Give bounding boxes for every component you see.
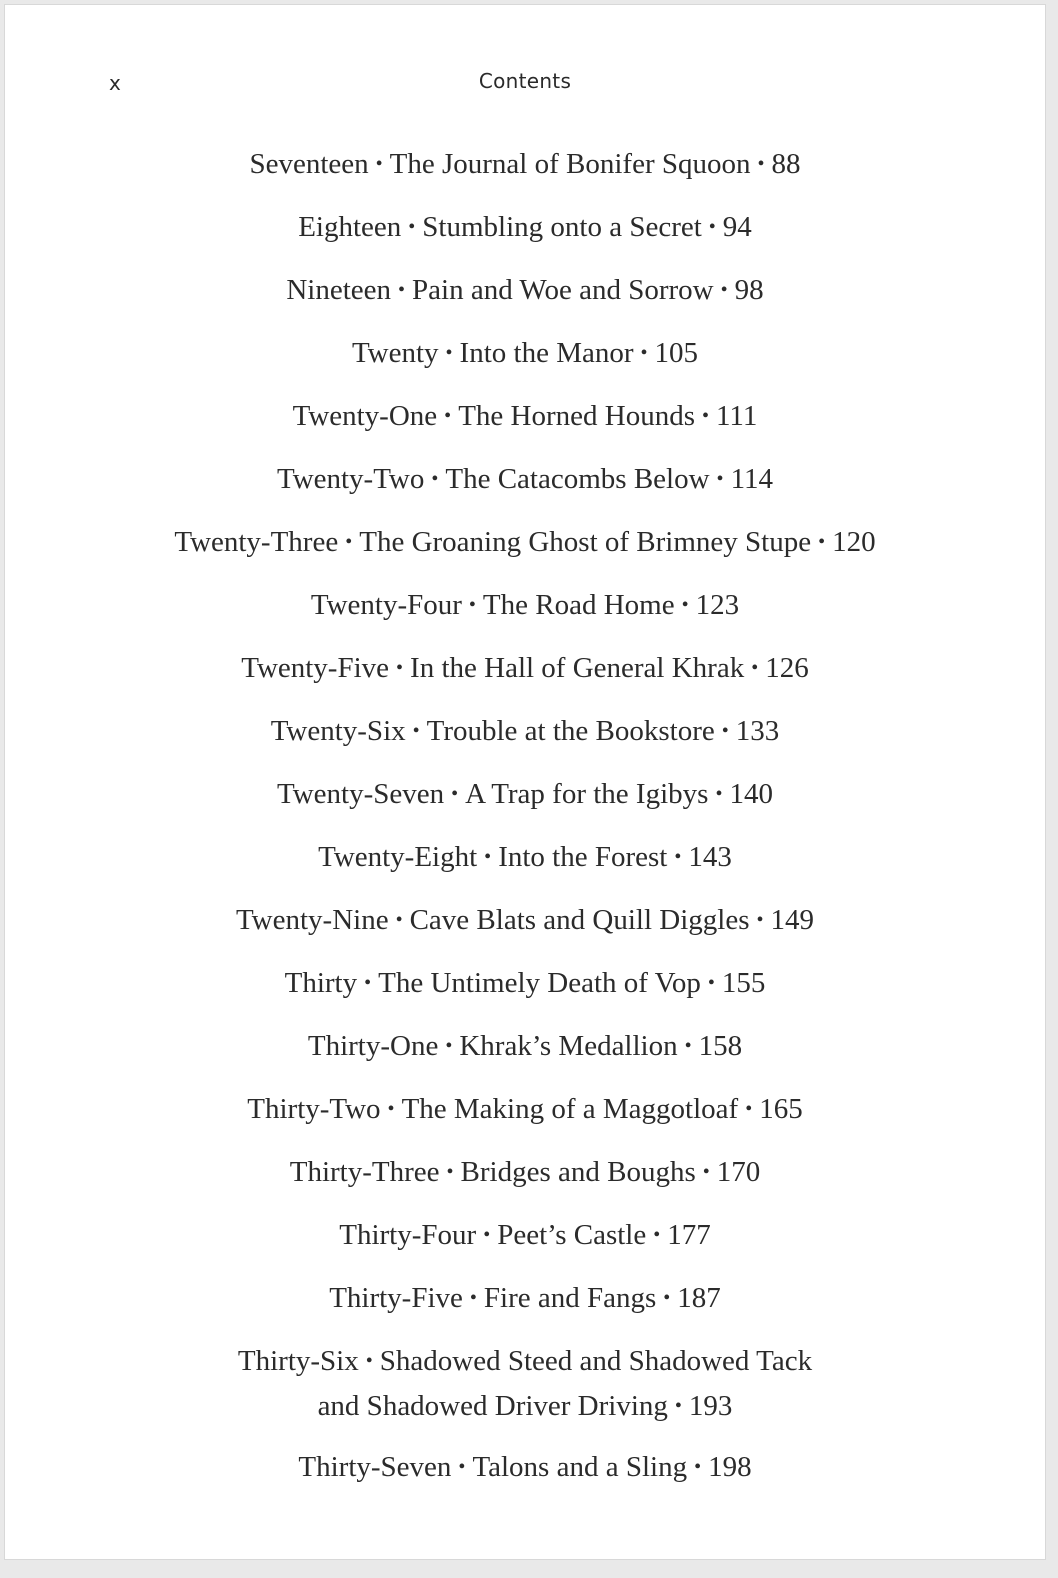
bullet-separator: •	[365, 1350, 373, 1372]
toc-entry	[5, 584, 1045, 647]
chapter-page: 105	[654, 337, 699, 369]
chapter-title: The Untimely Death of Vop	[378, 967, 701, 999]
toc-entry	[5, 1340, 1045, 1446]
toc-entry	[5, 710, 1045, 773]
bullet-separator: •	[387, 1098, 395, 1120]
bullet-separator: •	[653, 1224, 661, 1246]
bullet-separator: •	[701, 405, 709, 427]
chapter-title: The Groaning Ghost of Brimney Stupe	[359, 526, 812, 558]
running-head: Contents	[478, 69, 572, 93]
chapter-page: 198	[708, 1451, 752, 1483]
toc-entry	[5, 1088, 1045, 1151]
bullet-separator: •	[446, 1161, 454, 1183]
toc-entry	[5, 332, 1045, 395]
bullet-separator: •	[451, 783, 459, 805]
toc-entry	[5, 1446, 1045, 1509]
chapter-page: 187	[677, 1282, 721, 1314]
bullet-separator: •	[398, 279, 406, 301]
toc-entry	[5, 647, 1045, 710]
chapter-title: Into the Forest	[498, 841, 668, 873]
bullet-separator: •	[720, 279, 728, 301]
chapter-title: Talons and a Sling	[472, 1451, 688, 1483]
chapter-number: Thirty-One	[307, 1030, 439, 1062]
table-of-contents	[5, 143, 1045, 1509]
chapter-title: Shadowed Steed and Shadowed Tack	[379, 1345, 813, 1377]
chapter-number: Twenty-Eight	[318, 841, 478, 873]
chapter-number: Thirty-Seven	[298, 1451, 452, 1483]
bullet-separator: •	[468, 594, 476, 616]
chapter-number: Eighteen	[298, 211, 402, 243]
chapter-page: 193	[688, 1390, 733, 1422]
chapter-number: Twenty-One	[292, 400, 438, 432]
chapter-title: Fire and Fangs	[483, 1282, 657, 1314]
toc-entry	[5, 206, 1045, 269]
bullet-separator: •	[445, 342, 453, 364]
chapter-number: Twenty-Two	[277, 463, 425, 495]
toc-entry	[5, 962, 1045, 1025]
bullet-separator: •	[757, 153, 765, 175]
chapter-number: Twenty-Six	[270, 715, 406, 747]
bullet-separator: •	[469, 1287, 477, 1309]
bullet-separator: •	[431, 468, 439, 490]
chapter-number: Thirty-Four	[339, 1219, 477, 1251]
chapter-title: Cave Blats and Quill Diggles	[409, 904, 750, 936]
chapter-title: Into the Manor	[459, 337, 634, 369]
chapter-number: Twenty-Four	[310, 589, 462, 621]
bullet-separator: •	[756, 909, 764, 931]
chapter-page: 133	[735, 715, 780, 747]
bullet-separator: •	[408, 216, 416, 238]
chapter-page: 149	[770, 904, 815, 936]
toc-entry	[5, 1214, 1045, 1277]
chapter-title: The Catacombs Below	[445, 463, 710, 495]
chapter-page: 177	[667, 1219, 711, 1251]
toc-entry	[5, 458, 1045, 521]
chapter-title: A Trap for the Igibys	[465, 778, 709, 810]
bullet-separator: •	[445, 1035, 453, 1057]
chapter-title-continued: and Shadowed Driver Driving	[317, 1390, 668, 1422]
bullet-separator: •	[375, 153, 383, 175]
chapter-title: In the Hall of General Khrak	[410, 652, 745, 684]
chapter-page: 165	[759, 1093, 803, 1125]
bullet-separator: •	[702, 1161, 710, 1183]
bullet-separator: •	[707, 972, 715, 994]
chapter-number: Thirty-Five	[329, 1282, 463, 1314]
chapter-number: Twenty-Seven	[277, 778, 445, 810]
chapter-number: Twenty-Five	[241, 652, 390, 684]
toc-entry	[5, 773, 1045, 836]
chapter-title: The Making of a Maggotloaf	[401, 1093, 739, 1125]
bullet-separator: •	[681, 594, 689, 616]
bullet-separator: •	[345, 531, 353, 553]
chapter-title: Pain and Woe and Sorrow	[412, 274, 714, 306]
bullet-separator: •	[684, 1035, 692, 1057]
page-number: x	[109, 71, 121, 95]
chapter-title: Stumbling onto a Secret	[422, 211, 702, 243]
bullet-separator: •	[663, 1287, 671, 1309]
toc-entry	[5, 269, 1045, 332]
chapter-page: 123	[695, 589, 740, 621]
book-page	[4, 4, 1046, 1560]
bullet-separator: •	[674, 1395, 682, 1417]
bullet-separator: •	[412, 720, 420, 742]
chapter-title: Trouble at the Bookstore	[426, 715, 715, 747]
chapter-number: Thirty	[284, 967, 358, 999]
chapter-page: 111	[716, 400, 758, 432]
chapter-number: Seventeen	[249, 148, 369, 180]
chapter-page: 140	[729, 778, 773, 810]
chapter-number: Thirty-Three	[289, 1156, 440, 1188]
chapter-title: Bridges and Boughs	[460, 1156, 696, 1188]
chapter-page: 126	[765, 652, 809, 684]
toc-entry	[5, 395, 1045, 458]
chapter-title: The Road Home	[482, 589, 675, 621]
chapter-page: 158	[698, 1030, 743, 1062]
chapter-title: The Journal of Bonifer Squoon	[389, 148, 751, 180]
chapter-page: 94	[722, 211, 752, 243]
chapter-page: 120	[832, 526, 876, 558]
toc-entry	[5, 521, 1045, 584]
chapter-title: The Horned Hounds	[458, 400, 695, 432]
bullet-separator: •	[364, 972, 372, 994]
bullet-separator: •	[751, 657, 759, 679]
chapter-page: 155	[721, 967, 766, 999]
bullet-separator: •	[640, 342, 648, 364]
chapter-number: Thirty-Two	[247, 1093, 381, 1125]
chapter-number: Twenty-Three	[174, 526, 339, 558]
chapter-title: Peet’s Castle	[497, 1219, 647, 1251]
chapter-number: Twenty-Nine	[235, 904, 389, 936]
chapter-page: 98	[734, 274, 764, 306]
toc-entry	[5, 143, 1045, 206]
bullet-separator: •	[444, 405, 452, 427]
toc-entry	[5, 1025, 1045, 1088]
chapter-title: Khrak’s Medallion	[459, 1030, 678, 1062]
chapter-page: 170	[716, 1156, 761, 1188]
bullet-separator: •	[721, 720, 729, 742]
chapter-page: 114	[730, 463, 773, 495]
chapter-title-continued-line	[5, 1385, 1045, 1430]
chapter-number: Thirty-Six	[237, 1345, 359, 1377]
toc-entry	[5, 899, 1045, 962]
bullet-separator: •	[715, 783, 723, 805]
bullet-separator: •	[395, 909, 403, 931]
bullet-separator: •	[484, 846, 492, 868]
chapter-page: 143	[688, 841, 732, 873]
bullet-separator: •	[716, 468, 724, 490]
bullet-separator: •	[818, 531, 826, 553]
bullet-separator: •	[458, 1456, 466, 1478]
chapter-page: 88	[771, 148, 801, 180]
chapter-number: Nineteen	[286, 274, 392, 306]
bullet-separator: •	[674, 846, 682, 868]
toc-entry	[5, 1151, 1045, 1214]
chapter-number: Twenty	[351, 337, 439, 369]
toc-entry	[5, 836, 1045, 899]
toc-entry	[5, 1277, 1045, 1340]
bullet-separator: •	[745, 1098, 753, 1120]
bullet-separator: •	[396, 657, 404, 679]
bullet-separator: •	[708, 216, 716, 238]
bullet-separator: •	[694, 1456, 702, 1478]
bullet-separator: •	[483, 1224, 491, 1246]
